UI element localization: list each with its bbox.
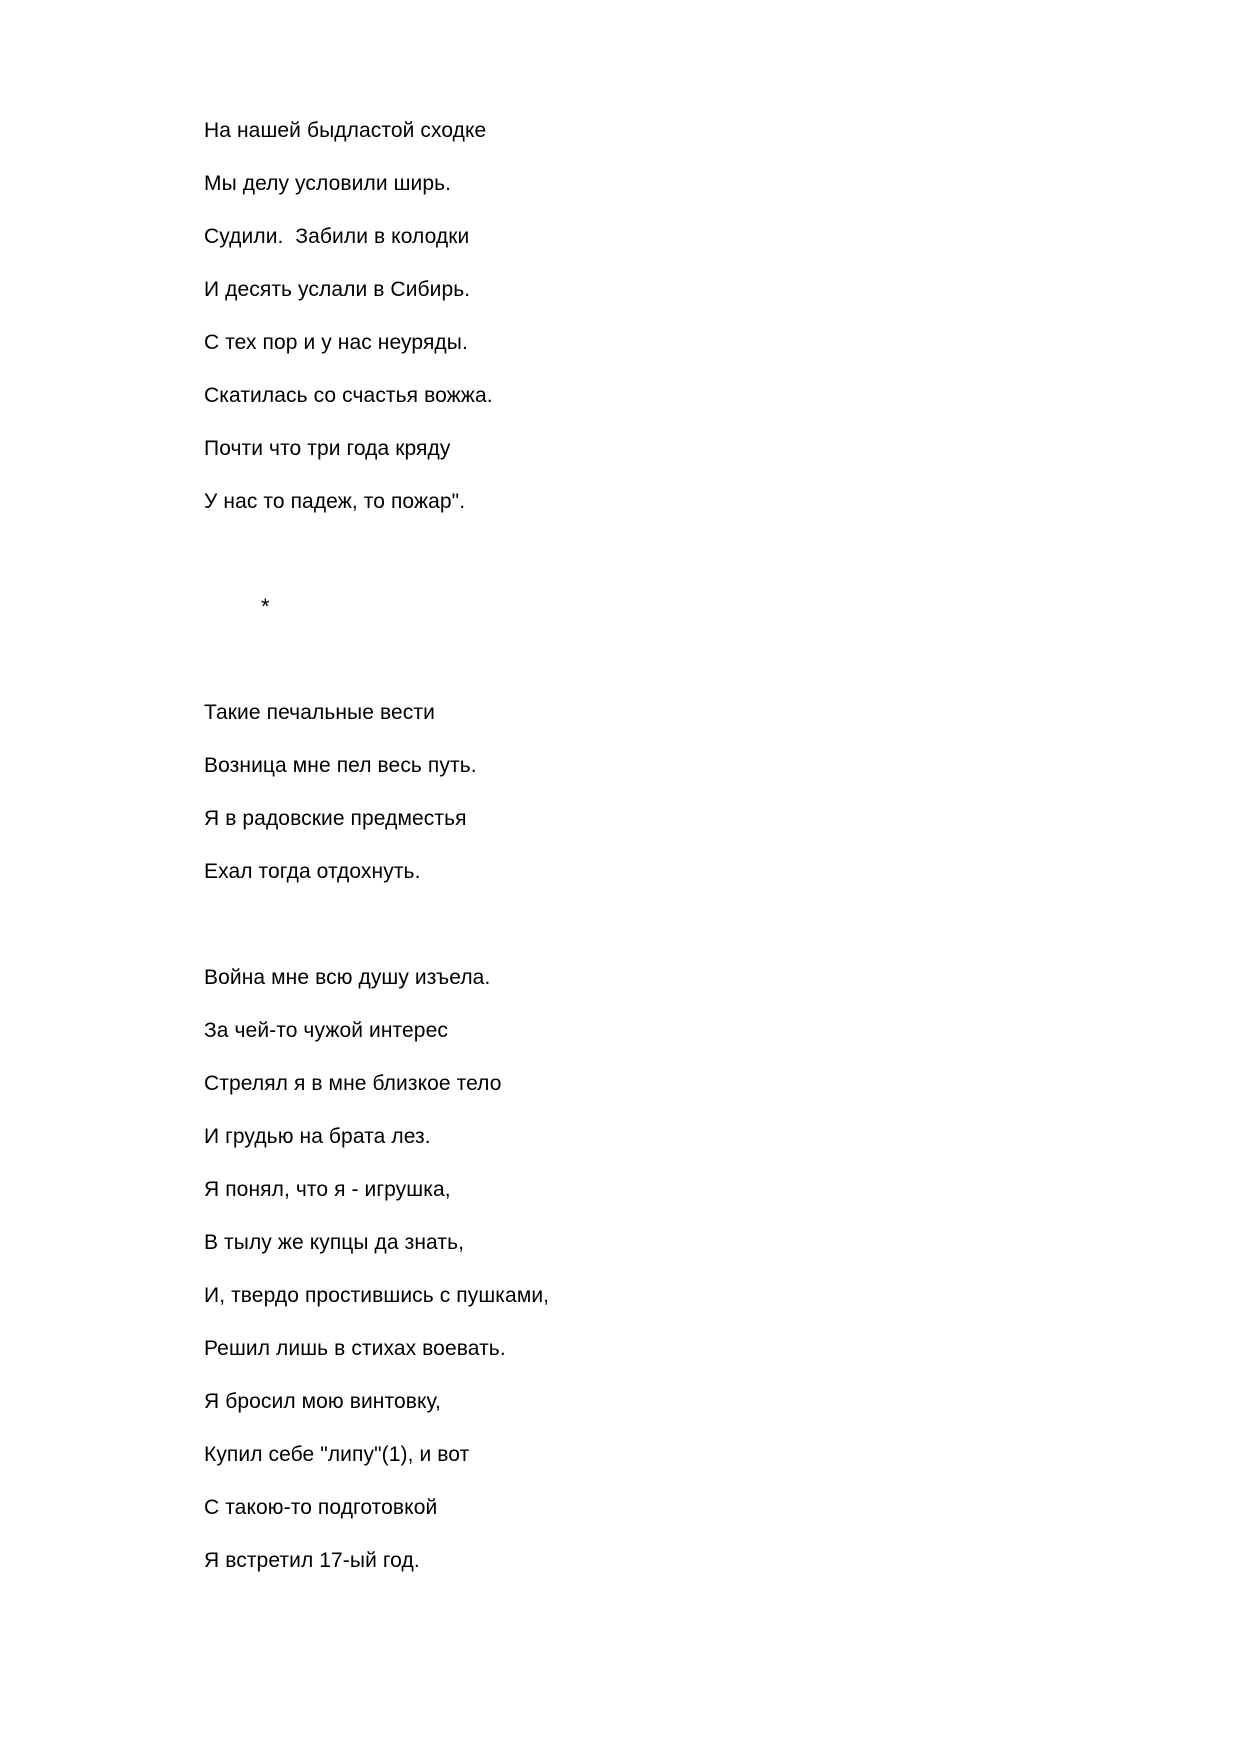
poem-line: Почти что три года кряду (204, 437, 451, 460)
poem-line: Мы делу условили ширь. (204, 172, 452, 195)
poem-line: Судили. Забили в колодки (204, 225, 470, 248)
poem-line: Ехал тогда отдохнуть. (204, 860, 421, 883)
poem-line: Решил лишь в стихах воевать. (204, 1337, 506, 1360)
poem-line: В тылу же купцы да знать, (204, 1231, 465, 1254)
poem-line: За чей-то чужой интерес (204, 1019, 448, 1042)
poem-line: И грудью на брата лез. (204, 1125, 431, 1148)
poem-line: Я бросил мою винтовку, (204, 1390, 441, 1413)
poem-line: Возница мне пел весь путь. (204, 754, 477, 777)
poem-line: Такие печальные вести (204, 701, 435, 724)
poem-line: И, твердо простившись с пушками, (204, 1284, 550, 1307)
poem-line: Купил себе "липу"(1), и вот (204, 1443, 470, 1466)
poem-line: С тех пор и у нас неуряды. (204, 331, 468, 354)
poem-line: Я понял, что я - игрушка, (204, 1178, 451, 1201)
poem-line: Стрелял я в мне близкое тело (204, 1072, 502, 1095)
poem-line: Я в радовские предместья (204, 807, 467, 830)
poem-line: И десять услали в Сибирь. (204, 278, 471, 301)
poem-line: С такою-то подготовкой (204, 1496, 438, 1519)
poem-line: Я встретил 17-ый год. (204, 1549, 420, 1572)
poem-line: Скатилась со счастья вожжа. (204, 384, 493, 407)
poem-line: На нашей быдластой сходке (204, 119, 487, 142)
poem-line: Война мне всю душу изъела. (204, 966, 491, 989)
poem-line: У нас то падеж, то пожар". (204, 490, 466, 513)
section-separator: * (261, 594, 270, 619)
